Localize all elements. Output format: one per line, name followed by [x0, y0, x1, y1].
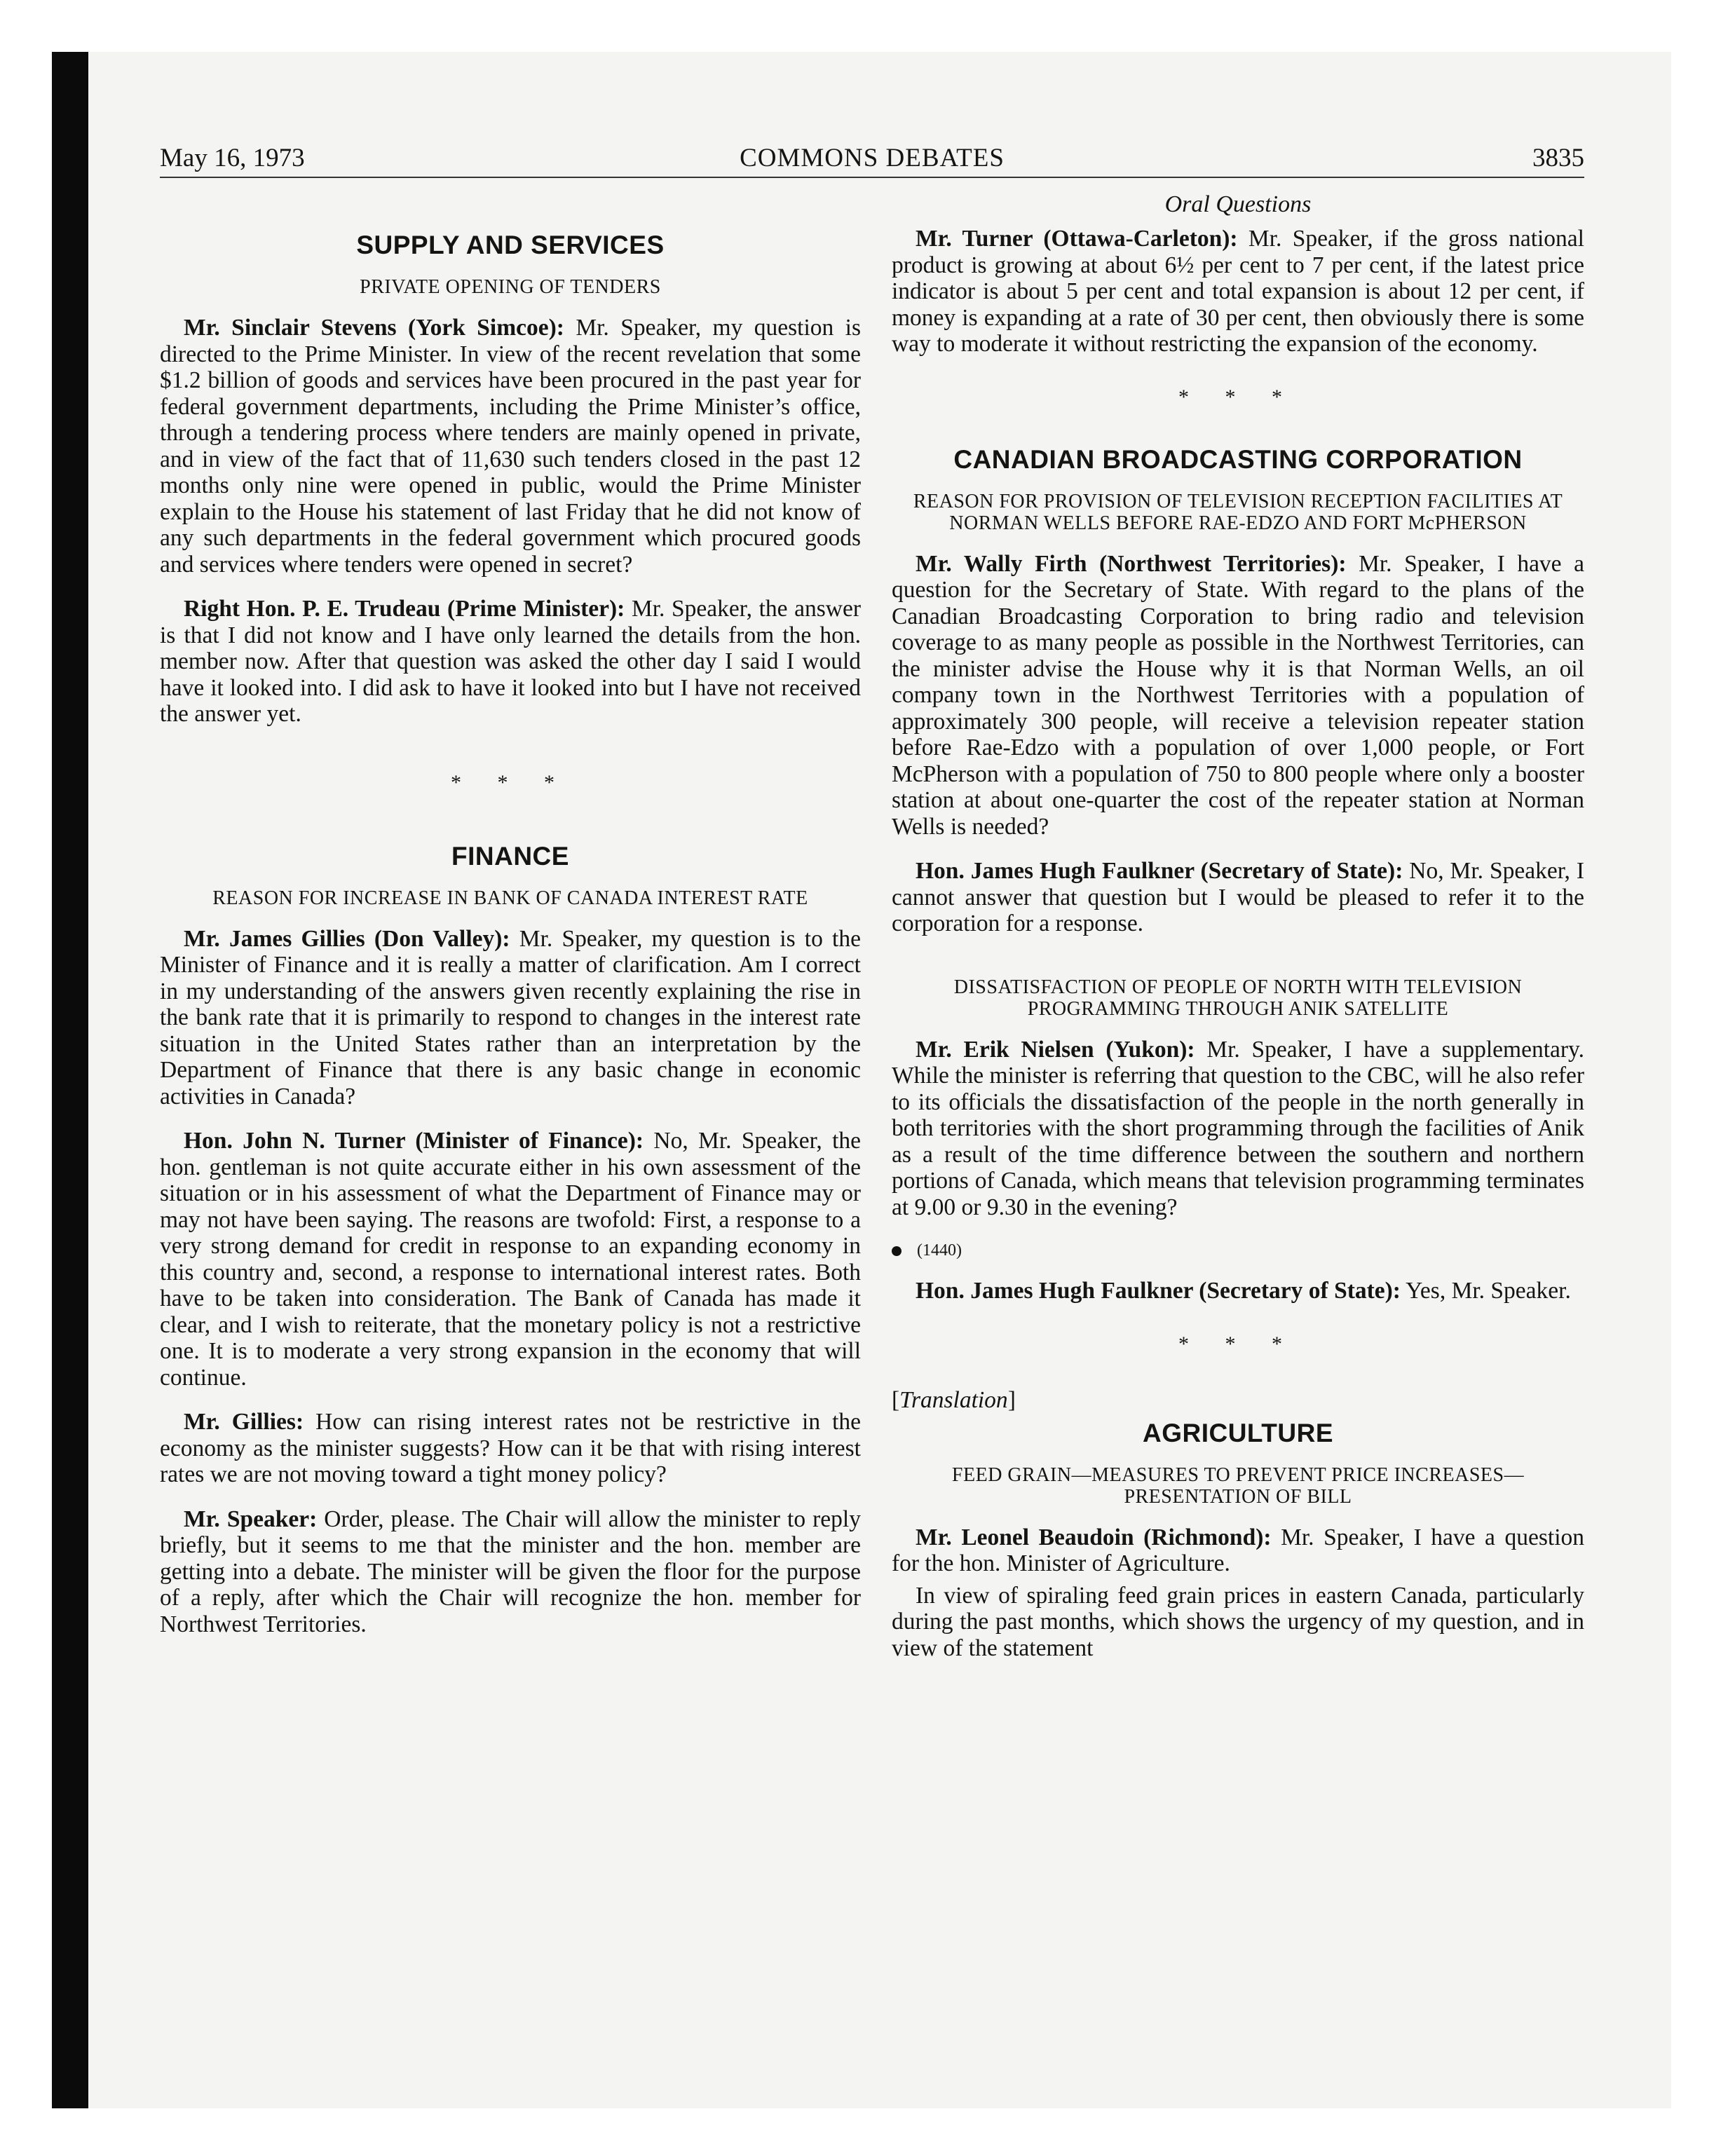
- section-separator: * * *: [1178, 385, 1298, 409]
- right-column: [892, 191, 1584, 1679]
- speaker-name: Mr. Sinclair Stevens (York Simcoe):: [184, 315, 564, 341]
- time-marker: [892, 1239, 1584, 1262]
- paragraph: [892, 1524, 1584, 1577]
- subtitle-tenders: PRIVATE OPENING OF TENDERS: [360, 276, 661, 298]
- subtitle-norman-wells: REASON FOR PROVISION OF TELEVISION RECEPTION FACILITIES AT NORMAN WELLS BEFORE RAE-EDZO AND FORT McPHERSON: [913, 490, 1563, 534]
- speaker-name: Right Hon. P. E. Trudeau (Prime Minister):: [184, 596, 625, 622]
- scan-border: [52, 52, 88, 2108]
- left-column: [160, 191, 861, 1656]
- speech-text: Mr. Speaker, I have a question for the hon. Minister of Agriculture.: [892, 1524, 1584, 1576]
- subtitle-interest-rate: REASON FOR INCREASE IN BANK OF CANADA INTEREST RATE: [212, 887, 808, 909]
- speaker-name: Hon. James Hugh Faulkner (Secretary of State):: [916, 858, 1403, 884]
- speaker-name: Mr. Gillies:: [184, 1409, 304, 1435]
- time-marker-text: (1440): [917, 1241, 962, 1260]
- section-title-finance: FINANCE: [451, 841, 569, 871]
- paragraph: [160, 1506, 861, 1638]
- speech-text: No, Mr. Speaker, the hon. gentleman is not quite accurate either in his own assessment of the situation or in his assessment of what the Department of Finance may or may not have been saying. The reasons are twofold: First, a response to a very strong demand for credit in response to an expanding economy in this country and, second, a response to international interest rates. Both have to be taken into consideration. The Bank of Canada has made it clear, and I wish to reiterate, that the monetary policy is not a restrictive one. It is to moderate a very strong expansion in the economy that will continue.: [160, 1128, 861, 1391]
- speech-text: Mr. Speaker, if the gross national product is growing at about 6½ per cent to 7 per cent, if the latest price indicator is about 5 per cent and total expansion is about 12 per cent, if money is expanding at a rate of 30 per cent, then obviously there is some way to moderate it without restricting the expansion of the economy.: [892, 226, 1584, 357]
- speech-text: In view of spiraling feed grain prices in eastern Canada, particularly during the past months, which shows the urgency of my question, and in view of the statement: [892, 1582, 1584, 1661]
- speech-text: Yes, Mr. Speaker.: [1400, 1278, 1571, 1304]
- paragraph: [892, 858, 1584, 937]
- paragraph: [160, 1128, 861, 1391]
- paragraph: [892, 226, 1584, 357]
- section-title-agriculture: AGRICULTURE: [1142, 1418, 1333, 1447]
- speech-text: Mr. Speaker, I have a question for the Secretary of State. With regard to the plans of the Canadian Broadcasting Corporation to bring radio and television coverage to as many people as possible in the Northwest Territories, can the minister advise the House why it is that Norman Wells, an oil company town in the Northwest Territories with a population of approximately 300 people, will receive a television repeater station before Rae-Edzo with a population of over 1,000 people, or Fort McPherson with a population of 750 to 800 people where only a booster station at about one-quarter the cost of the repeater station at Norman Wells is needed?: [892, 550, 1584, 840]
- section-title-supply: SUPPLY AND SERVICES: [356, 231, 665, 259]
- speaker-name: Mr. Leonel Beaudoin (Richmond):: [916, 1524, 1272, 1550]
- paragraph: [892, 551, 1584, 840]
- running-head-oral-questions: Oral Questions: [1164, 191, 1312, 217]
- paragraph: [160, 315, 861, 578]
- speech-text: No, Mr. Speaker, I cannot answer that question but I would be pleased to refer it to the corporation for a response.: [892, 858, 1584, 936]
- paragraph: [892, 1583, 1584, 1662]
- page-header: [160, 140, 1584, 178]
- section-separator: * * *: [1178, 1332, 1298, 1356]
- speaker-name: Hon. James Hugh Faulkner (Secretary of State):: [916, 1278, 1401, 1304]
- paragraph: [160, 926, 861, 1110]
- speech-text: Order, please. The Chair will allow the minister to reply briefly, but it seems to me that the minister and the hon. member are getting into a debate. The minister will be given the floor for the purpose of a reply, after which the Chair will recognize the hon. member for Northwest Territories.: [160, 1506, 861, 1637]
- header-page-number: 3835: [1532, 144, 1584, 172]
- speaker-name: Hon. John N. Turner (Minister of Finance):: [184, 1128, 644, 1154]
- speech-text: Mr. Speaker, I have a supplementary. While the minister is referring that question to the CBC, will he also refer to its officials the dissatisfaction of the people in the north generally in both territories with the short programming through the facilities of Anik as a result of the time difference between the southern and northern portions of Canada, which means that television programming terminates at 9.00 or 9.30 in the evening?: [892, 1036, 1585, 1220]
- paragraph: [160, 596, 861, 728]
- paragraph: [892, 1037, 1584, 1221]
- speech-text: Mr. Speaker, my question is to the Minister of Finance and it is really a matter of clarification. Am I correct in my understanding of the answers given recently explaining the rise in the bank rate that it is primarily to respond to changes in the interest rate situation in the United States rather than an interpretation by the Department of Finance that there is any basic change in economic activities in Canada?: [160, 925, 861, 1110]
- subtitle-feed-grain: FEED GRAIN—MEASURES TO PREVENT PRICE INCREASES—PRESENTATION OF BILL: [951, 1464, 1525, 1508]
- speaker-name: Mr. Turner (Ottawa-Carleton):: [916, 226, 1238, 252]
- speech-text: How can rising interest rates not be restrictive in the economy as the minister suggests? How can it be that with rising interest rates we are not moving toward a tight money policy?: [160, 1409, 861, 1487]
- section-separator: * * *: [451, 770, 570, 794]
- speaker-name: Mr. Speaker:: [184, 1506, 318, 1532]
- speaker-name: Mr. Wally Firth (Northwest Territories):: [916, 550, 1347, 577]
- speech-text: Mr. Speaker, the answer is that I did not know and I have only learned the details from the hon. member now. After that question was asked the other day I said I would have it looked into. I did ask to have it looked into but I have not received the answer yet.: [160, 596, 861, 727]
- bullet-icon: [892, 1246, 901, 1256]
- paragraph: [892, 1278, 1584, 1304]
- section-title-cbc: CANADIAN BROADCASTING CORPORATION: [953, 444, 1523, 474]
- speaker-name: Mr. James Gillies (Don Valley):: [184, 925, 510, 952]
- speech-text: Mr. Speaker, my question is directed to the Prime Minister. In view of the recent revelation that some $1.2 billion of goods and services have been procured in the past year for federal government departments, including the Prime Minister’s office, through a tendering process where tenders are mainly opened in private, and in view of the fact that of 11,630 such tenders closed in the past 12 months only nine were opened in public, would the Prime Minister explain to the House his statement of last Friday that he did not know of any such departments in the federal government which procured goods and services where tenders were opened in secret?: [160, 315, 862, 578]
- header-date: May 16, 1973: [160, 144, 305, 172]
- speaker-name: Mr. Erik Nielsen (Yukon):: [916, 1036, 1195, 1063]
- translation-label: Translation: [899, 1386, 1008, 1413]
- translation-note: [Translation]: [892, 1386, 1016, 1413]
- header-publication: COMMONS DEBATES: [740, 144, 1005, 172]
- paragraph: [160, 1409, 861, 1488]
- subtitle-anik: DISSATISFACTION OF PEOPLE OF NORTH WITH TELEVISION PROGRAMMING THROUGH ANIK SATELLITE: [953, 976, 1523, 1020]
